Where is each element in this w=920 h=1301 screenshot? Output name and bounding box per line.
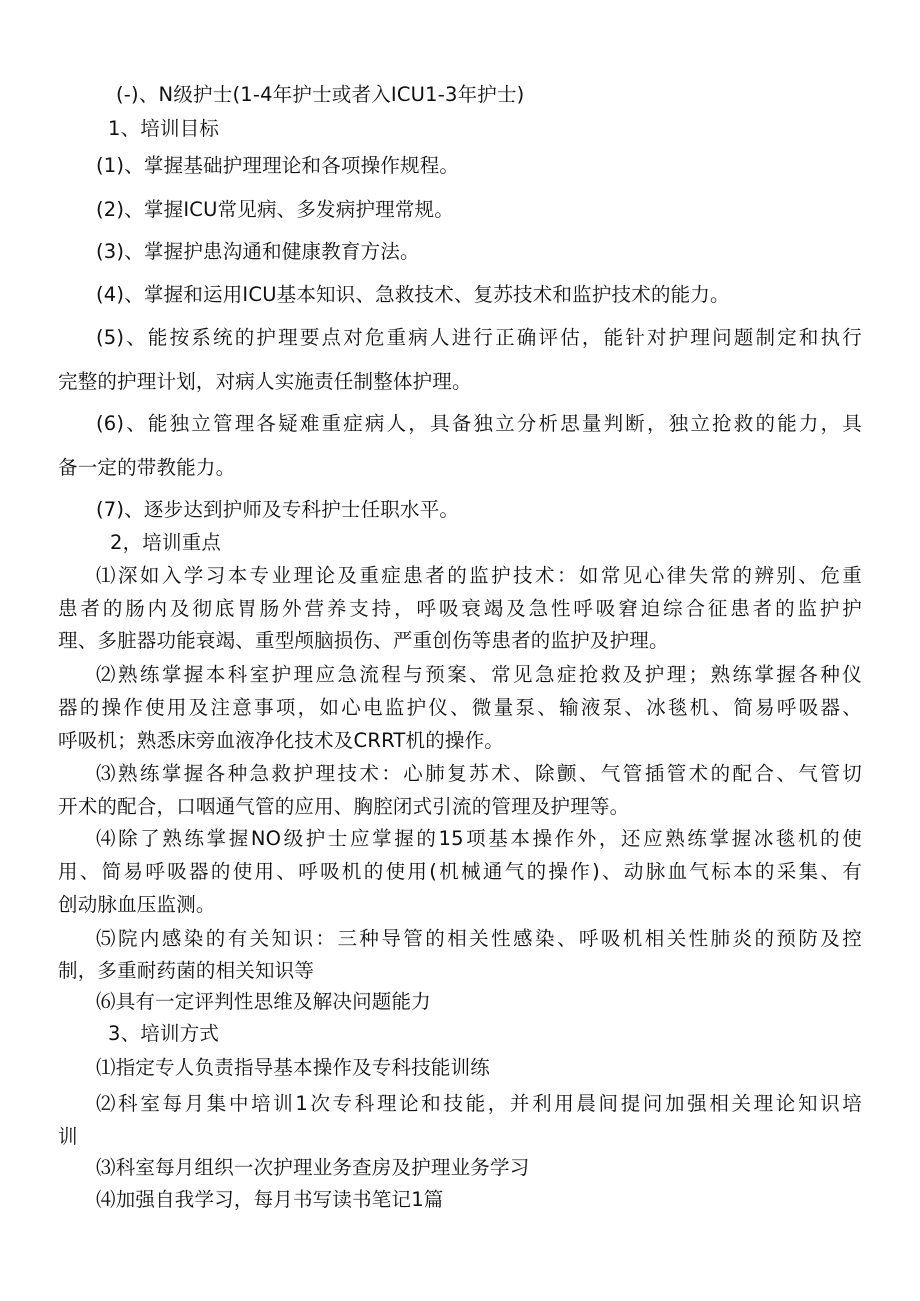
focus-line-7: ⑶熟练掌握各种急救护理技术：心肺复苏术、除颤、气管插管术的配合、气管切 [96,762,862,785]
goal-item-5-cont: 完整的护理计划，对病人实施责任制整体护理。 [58,370,472,393]
goal-item-6-cont: 备一定的带教能力。 [58,456,236,479]
focus-line-11: 创动脉血压监测。 [58,893,216,916]
focus-line-3: 理、多脏器功能衰竭、重型颅脑损伤、严重创伤等患者的监护及护理。 [58,629,669,652]
goal-item-2: (2)、掌握ICU常见病、多发病护理常规。 [96,198,454,221]
goal-item-6: (6)、能独立管理各疑难重症病人，具备独立分析思量判断，独立抢救的能力，具 [96,412,862,435]
focus-line-13: 制，多重耐药菌的相关知识等 [58,959,315,982]
focus-line-9: ⑷除了熟练掌握NO级护士应掌握的15项基本操作外，还应熟练掌握冰毯机的使 [96,827,862,850]
focus-line-2: 患者的肠内及彻底胃肠外营养支持，呼吸衰竭及急性呼吸窘迫综合征患者的监护护 [58,597,862,620]
goal-item-3: (3)、掌握护患沟通和健康教育方法。 [96,240,420,263]
section1-title: 1、培训目标 [108,117,220,140]
focus-line-6: 呼吸机；熟悉床旁血液净化技术及CRRT机的操作。 [58,729,505,752]
section2-title: 2，培训重点 [110,531,222,554]
focus-line-10: 用、简易呼吸器的使用、呼吸机的使用(机械通气的操作)、动脉血气标本的采集、有 [58,860,862,883]
goal-item-1: (1)、掌握基础护理理论和各项操作规程。 [96,154,460,177]
focus-line-8: 开术的配合，口咽通气管的应用、胸腔闭式引流的管理及护理等。 [58,795,630,818]
focus-line-4: ⑵熟练掌握本科室护理应急流程与预案、常见急症抢救及护理；熟练掌握各种仪 [96,663,862,686]
focus-line-14: ⑹具有一定评判性思维及解决问题能力 [96,990,431,1013]
goal-item-5: (5)、能按系统的护理要点对危重病人进行正确评估，能针对护理问题制定和执行 [96,326,862,349]
focus-line-1: ⑴深如入学习本专业理论及重症患者的监护技术：如常见心律失常的辨别、危重 [96,564,862,587]
goal-item-7: (7)、逐步达到护师及专科护士任职水平。 [96,498,460,521]
method-line-2: ⑵科室每月集中培训1次专科理论和技能，并利用晨间提问加强相关理论知识培 [96,1092,862,1115]
section-heading: (-)、N级护士(1-4年护士或者入ICU1-3年护士) [116,83,525,106]
goal-item-4: (4)、掌握和运用ICU基本知识、急救技术、复苏技术和监护技术的能力。 [96,283,730,306]
method-line-3: ⑶科室每月组织一次护理业务查房及护理业务学习 [96,1156,530,1179]
method-line-1: ⑴指定专人负责指导基本操作及专科技能训练 [96,1056,491,1079]
focus-line-12: ⑸院内感染的有关知识：三种导管的相关性感染、呼吸机相关性肺炎的预防及控 [96,927,862,950]
method-line-4: ⑷加强自我学习，每月书写读书笔记1篇 [96,1188,444,1211]
focus-line-5: 器的操作使用及注意事项，如心电监护仪、微量泵、输液泵、冰毯机、简易呼吸器、 [58,696,862,719]
section3-title: 3、培训方式 [108,1022,220,1045]
method-line-2-cont: 训 [58,1125,78,1148]
